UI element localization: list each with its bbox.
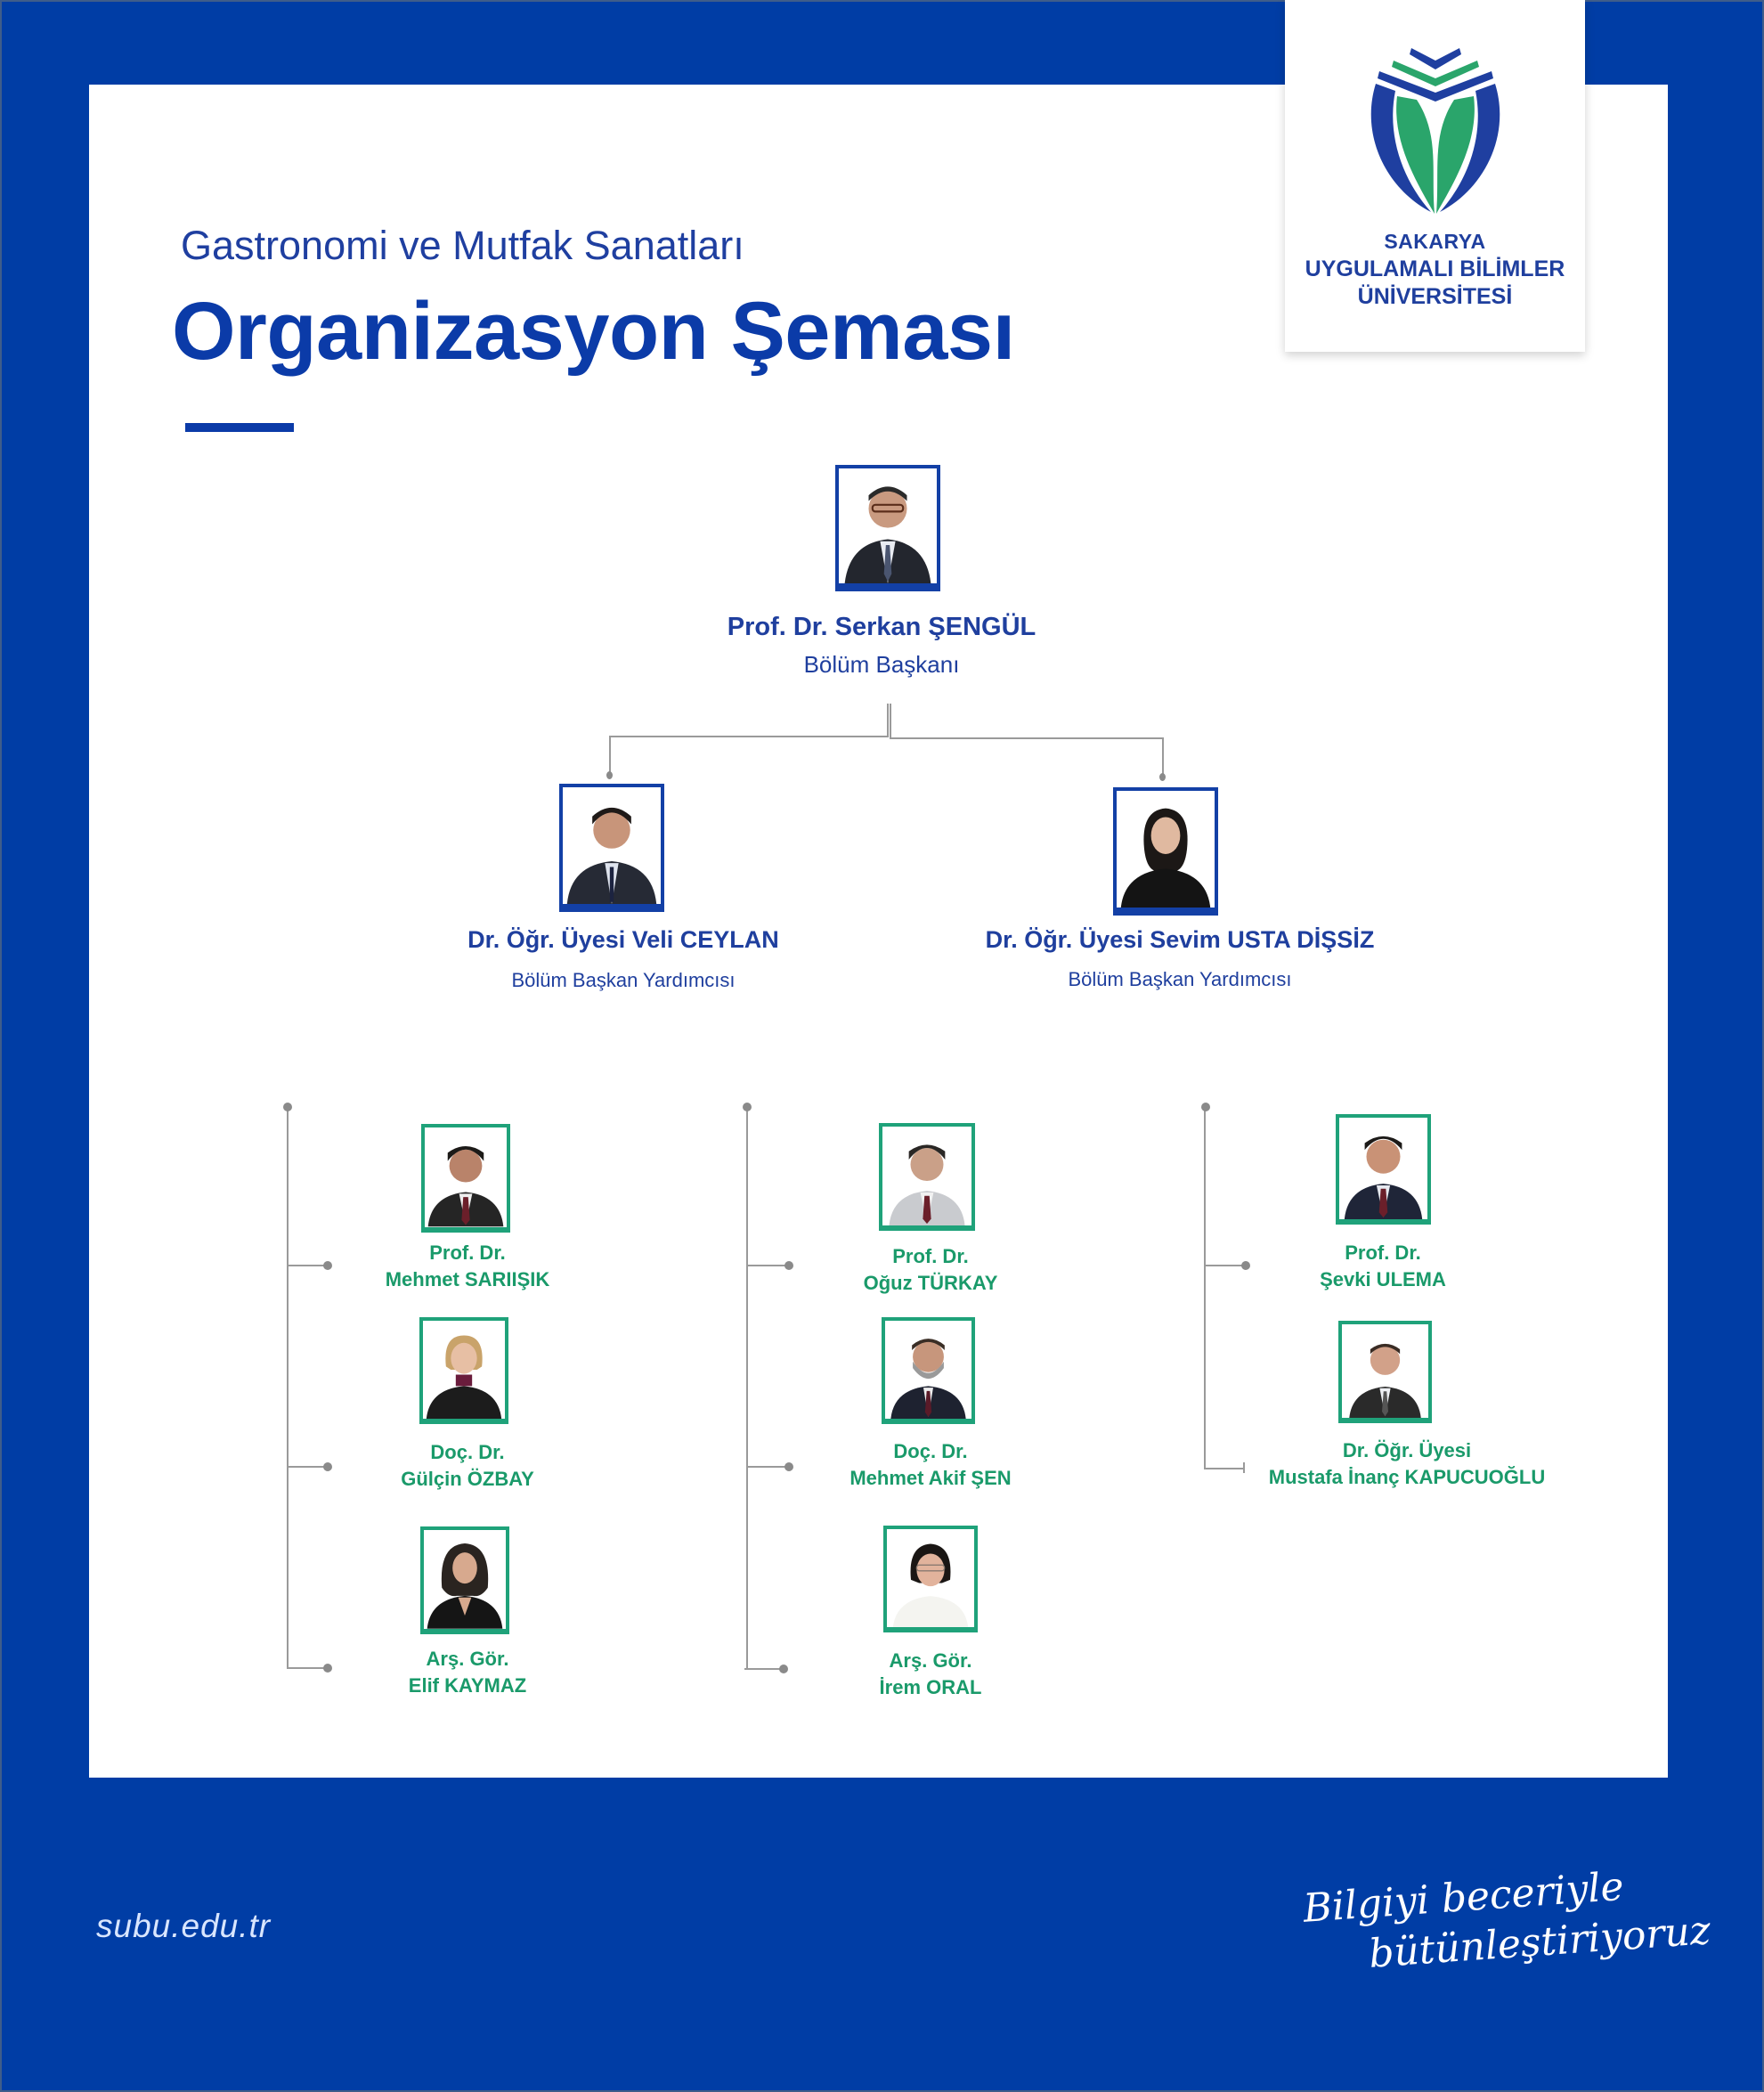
website-link[interactable]: subu.edu.tr	[96, 1908, 272, 1944]
deputy-photo	[559, 784, 664, 912]
logo-line-3: ÜNİVERSİTESİ	[1357, 284, 1513, 309]
connector-line	[887, 704, 889, 737]
person-portrait-icon	[423, 1321, 505, 1419]
member-name: İrem ORAL	[879, 1676, 982, 1698]
person-portrait-icon	[425, 1127, 507, 1227]
head-name: Prof. Dr. Serkan ŞENGÜL	[727, 613, 1036, 641]
university-logo-card	[1285, 0, 1585, 352]
slogan-line-2: bütünleştiriyoruz	[1367, 1908, 1712, 1977]
member-name: Mustafa İnanç KAPUCUOĞLU	[1268, 1466, 1546, 1488]
tulip-logo-icon	[1360, 37, 1511, 216]
connector-line	[609, 736, 889, 737]
title-underline	[185, 423, 294, 432]
member-title: Dr. Öğr. Üyesi	[1342, 1439, 1472, 1461]
member-title: Prof. Dr.	[1345, 1241, 1421, 1264]
connector-dot	[323, 1664, 332, 1673]
university-name	[1305, 228, 1565, 311]
column-connector-line	[287, 1108, 289, 1669]
person-portrait-icon	[1117, 791, 1215, 908]
connector-line	[746, 1466, 787, 1468]
connector-dot	[1201, 1103, 1210, 1111]
member-name: Mehmet Akif ŞEN	[849, 1467, 1012, 1489]
connector-line	[287, 1466, 328, 1468]
person-portrait-icon	[424, 1530, 506, 1629]
person-portrait-icon	[1342, 1324, 1428, 1418]
connector-dot	[784, 1261, 793, 1270]
member-title: Prof. Dr.	[892, 1245, 969, 1267]
member-title: Arş. Gör.	[889, 1649, 972, 1672]
connector-dot	[743, 1103, 752, 1111]
person-portrait-icon	[839, 468, 937, 583]
head-role: Bölüm Başkanı	[803, 651, 960, 678]
connector-dot	[779, 1665, 788, 1673]
member-photo	[419, 1317, 508, 1424]
person-portrait-icon	[887, 1529, 974, 1627]
member-title: Prof. Dr.	[429, 1241, 506, 1264]
connector-line	[1204, 1265, 1245, 1266]
person-portrait-icon	[882, 1127, 971, 1225]
member-name: Oğuz TÜRKAY	[863, 1272, 998, 1294]
deputy-role: Bölüm Başkan Yardımcısı	[511, 969, 736, 991]
connector-line	[890, 704, 891, 739]
member-name: Gülçin ÖZBAY	[401, 1468, 534, 1490]
member-photo	[420, 1526, 509, 1634]
member-photo	[1338, 1321, 1432, 1423]
connector-dot	[1159, 773, 1166, 781]
connector-dot	[606, 771, 613, 779]
connector-line	[287, 1265, 328, 1266]
member-name: Mehmet SARIIŞIK	[385, 1268, 550, 1290]
member-photo	[882, 1317, 975, 1424]
deputy-role: Bölüm Başkan Yardımcısı	[1068, 968, 1292, 990]
connector-line	[890, 737, 1164, 739]
connector-dot	[784, 1462, 793, 1471]
connector-line	[1204, 1468, 1245, 1469]
member-photo	[1336, 1114, 1431, 1225]
logo-line-2: UYGULAMALI BİLİMLER	[1305, 256, 1565, 281]
connector-line	[746, 1265, 787, 1266]
slogan	[1302, 1856, 1712, 1983]
department-subtitle: Gastronomi ve Mutfak Sanatları	[181, 223, 744, 268]
connector-dot	[323, 1261, 332, 1270]
person-portrait-icon	[1339, 1118, 1427, 1219]
connector-dot	[283, 1103, 292, 1111]
connector-end-tick	[1243, 1462, 1245, 1473]
connector-line	[744, 1668, 784, 1670]
deputy-name: Dr. Öğr. Üyesi Sevim USTA DİŞSİZ	[985, 926, 1375, 953]
member-photo	[421, 1124, 510, 1233]
member-title: Arş. Gör.	[426, 1648, 509, 1670]
member-photo	[883, 1526, 978, 1632]
column-connector-line	[1204, 1108, 1206, 1469]
slogan-line-1: Bilgiyi beceriyle	[1301, 1863, 1626, 1932]
member-name: Şevki ULEMA	[1320, 1268, 1446, 1290]
column-connector-line	[746, 1108, 748, 1669]
person-portrait-icon	[563, 787, 661, 904]
member-title: Doç. Dr.	[430, 1441, 505, 1463]
page-title: Organizasyon Şeması	[172, 286, 1015, 377]
member-name: Elif KAYMAZ	[408, 1674, 527, 1697]
person-portrait-icon	[885, 1321, 971, 1419]
connector-dot	[1241, 1261, 1250, 1270]
logo-line-1: SAKARYA	[1384, 230, 1486, 253]
member-photo	[879, 1123, 975, 1231]
connector-dot	[323, 1462, 332, 1471]
head-photo	[835, 465, 940, 591]
connector-line	[287, 1667, 328, 1669]
member-title: Doç. Dr.	[893, 1440, 968, 1462]
deputy-name: Dr. Öğr. Üyesi Veli CEYLAN	[467, 926, 779, 953]
deputy-photo	[1113, 787, 1218, 916]
